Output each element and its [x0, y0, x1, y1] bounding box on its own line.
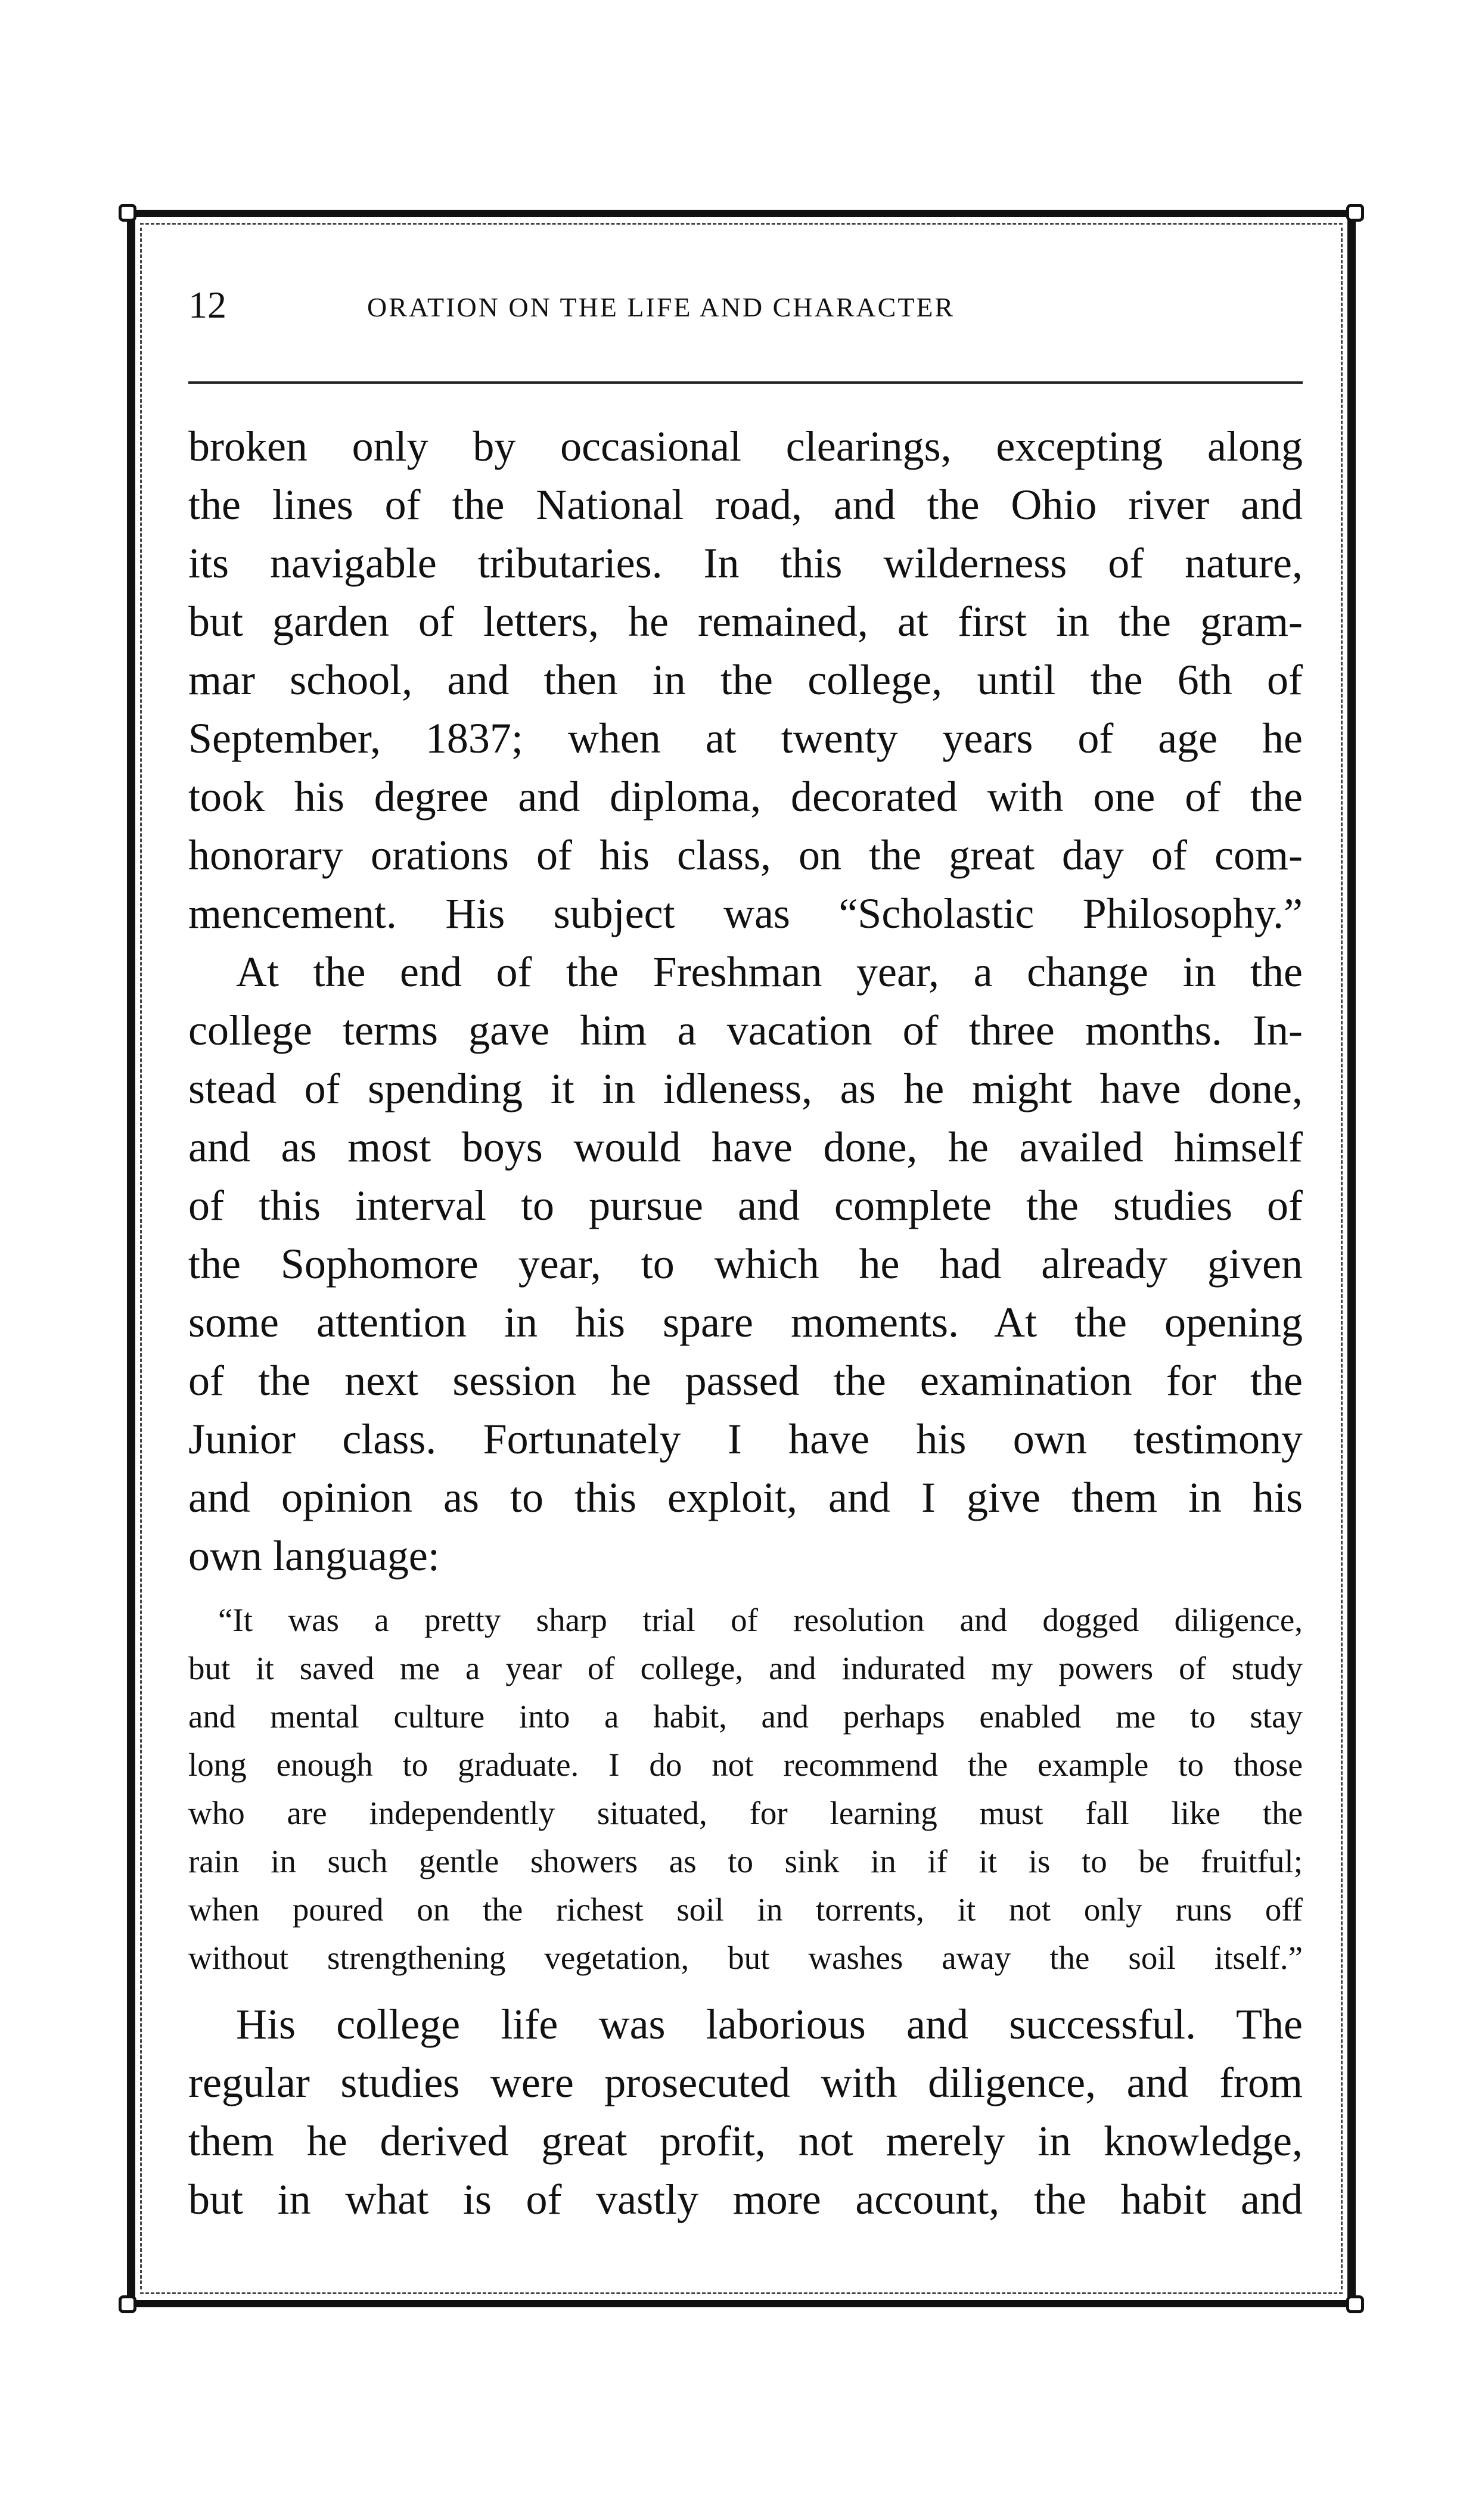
border-right [1347, 210, 1356, 2307]
text-line: the lines of the National road, and the Ohio river and [188, 481, 1303, 529]
running-title: ORATION ON THE LIFE AND CHARACTER [367, 292, 955, 322]
border-inner-left [140, 228, 142, 2289]
text-line: of this interval to pursue and complete the studies of [188, 1182, 1303, 1229]
page-number: 12 [188, 284, 226, 326]
border-top [122, 210, 1361, 217]
text-line: At the end of the Freshman year, a change in the [236, 948, 1303, 996]
text-line: of the next session he passed the examination for the [188, 1357, 1303, 1405]
text-line: Junior class. Fortunately I have his own testimony [188, 1415, 1303, 1463]
text-line: and opinion as to this exploit, and I give them in his [188, 1474, 1303, 1521]
text-line: its navigable tributaries. In this wilderness of nature, [188, 539, 1303, 587]
text-line: some attention in his spare moments. At the opening [188, 1298, 1303, 1346]
paragraph [188, 1995, 1303, 2229]
quote-line: long enough to graduate. I do not recommend the example to those [188, 1747, 1303, 1783]
text-line: mencement. His subject was “Scholastic Philosophy.” [188, 890, 1303, 937]
text-line: own language: [188, 1532, 440, 1580]
quote-line: who are independently situated, for learning must fall like the [188, 1795, 1303, 1831]
corner-ornament-icon [1346, 204, 1364, 222]
border-inner-bottom [140, 2292, 1343, 2294]
quote-line: when poured on the richest soil in torrents, it not only runs off [188, 1891, 1303, 1928]
header-rule [188, 381, 1303, 384]
text-line: college terms gave him a vacation of three months. In- [188, 1006, 1303, 1054]
quote-line: rain in such gentle showers as to sink in if it is to be fruitful; [188, 1843, 1303, 1879]
page-header [188, 283, 1303, 331]
text-line: but in what is of vastly more account, the habit and [188, 2176, 1303, 2223]
corner-ornament-icon [119, 2295, 136, 2313]
text-line: the Sophomore year, to which he had already given [188, 1240, 1303, 1288]
text-line: them he derived great profit, not merely in knowledge, [188, 2117, 1303, 2165]
border-inner-top [140, 223, 1343, 225]
quote-line: “It was a pretty sharp trial of resolution and dogged diligence, [218, 1602, 1303, 1638]
corner-ornament-icon [1346, 2295, 1364, 2313]
text-line: September, 1837; when at twenty years of age he [188, 714, 1303, 762]
quote-line: but it saved me a year of college, and indurated my powers of study [188, 1650, 1303, 1686]
paragraph [188, 943, 1303, 1585]
text-line: regular studies were prosecuted with diligence, and from [188, 2059, 1303, 2106]
text-line: and as most boys would have done, he availed himself [188, 1123, 1303, 1171]
quote-line: and mental culture into a habit, and perhaps enabled me to stay [188, 1698, 1303, 1735]
border-left [127, 210, 135, 2307]
quote-line: without strengthening vegetation, but washes away the soil itself.” [188, 1940, 1303, 1976]
border-bottom [122, 2300, 1361, 2307]
text-line: His college life was laborious and successful. The [236, 2000, 1303, 2048]
text-line: mar school, and then in the college, until the 6th of [188, 656, 1303, 704]
page-body [188, 417, 1303, 2229]
text-line: took his degree and diploma, decorated with one of the [188, 773, 1303, 821]
corner-ornament-icon [119, 204, 136, 222]
text-line: broken only by occasional clearings, excepting along [188, 422, 1303, 470]
text-line: stead of spending it in idleness, as he might have done, [188, 1065, 1303, 1113]
text-line: honorary orations of his class, on the great day of com- [188, 831, 1303, 879]
text-line: but garden of letters, he remained, at first in the gram- [188, 598, 1303, 645]
block-quote [188, 1596, 1303, 1982]
paragraph [188, 417, 1303, 943]
border-inner-right [1341, 228, 1343, 2289]
